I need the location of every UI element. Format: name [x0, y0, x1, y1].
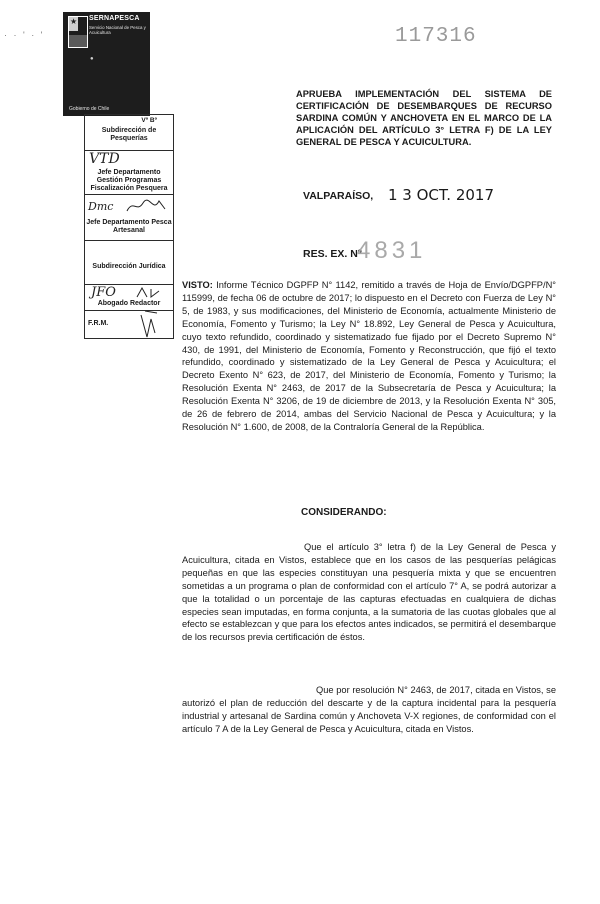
resolution-number: 4831	[357, 237, 427, 264]
approval-stamp	[84, 114, 174, 339]
resolution-label: RES. EX. Nº	[303, 248, 362, 260]
stamp-row-jefe-gestion	[85, 151, 173, 195]
stamp-row-label: Subdirección de Pesquerías	[101, 127, 157, 142]
stamp-row-label: Abogado Redactor	[97, 300, 161, 307]
stamp-row-label: Subdirección Jurídica	[92, 263, 166, 270]
stray-marks: · · ' · '	[4, 30, 45, 40]
considerando-heading: CONSIDERANDO:	[301, 507, 387, 518]
logo-dot: ●	[90, 56, 94, 62]
handwritten-signature	[125, 197, 169, 215]
place: VALPARAÍSO,	[303, 190, 374, 202]
sernapesca-logo	[63, 12, 150, 116]
stamp-row-label: Jefe Departamento Gestión Programas Fiscalización Pesquera	[90, 169, 168, 192]
resolution-line	[303, 237, 427, 264]
stamp-signature: Dmc	[88, 200, 114, 213]
date-stamp: 1 3 OCT. 2017	[388, 186, 494, 204]
visto-paragraph	[182, 279, 556, 434]
logo-footer: Gobierno de Chile	[69, 106, 110, 112]
visto-label: VISTO:	[182, 280, 213, 290]
subject-heading: APRUEBA IMPLEMENTACIÓN DEL SISTEMA DE CERTIFICACIÓN DE DESEMBARQUES DE RECURSO SARDINA COMÚN Y ANCHOVETA EN EL MARCO DE LA APLICACIÓN DEL ARTÍCULO 3° LETRA F) DE LA LEY GENERAL DE PESCA Y ACUICULTURA.	[296, 89, 552, 147]
logo-title: SERNAPESCA	[89, 15, 140, 22]
stamp-signature: JFO	[91, 285, 116, 300]
handwritten-initials	[135, 286, 165, 300]
chile-flag-emblem-icon: ★	[68, 16, 88, 48]
handwritten-mark	[137, 307, 163, 343]
stamp-row-subdireccion-juridica	[85, 241, 173, 285]
place-date	[303, 186, 494, 204]
considerando-paragraph-2: Que por resolución N° 2463, de 2017, citada en Vistos, se autorizó el plan de reducción del descarte y de la captura incidental para la pesquería industrial y artesanal de Sardina común y Anchoveta V-X regiones, de conformidad con el artículo 7 A de la Ley General de Pesca y Acuicultura, citada en Vistos.	[182, 685, 556, 734]
logo-subtitle: Servicio Nacional de Pesca y Acuicultura	[89, 25, 146, 35]
stamp-row-label: F.R.M.	[88, 320, 109, 327]
stamp-signature: VTD	[89, 151, 120, 167]
stamp-row-jefe-pesca-artesanal	[85, 195, 173, 241]
stamp-row-label: Jefe Departamento Pesca Artesanal	[86, 219, 172, 234]
document-number: 117316	[395, 25, 477, 48]
considerando-paragraph-1: Que el artículo 3° letra f) de la Ley General de Pesca y Acuicultura, citada en Vistos, establece que en los casos de las pesquerías pelágicas pequeñas en que las especies constituyan una pesquería mixta y que se encuentren sometidas a un programa o plan de conformidad con el artículo 7° A, se podrá autorizar a que la totalidad o un porcentaje de las capturas efectuadas en cualquiera de dichas especies sean imputadas, en forma conjunta, a la sumatoria de las cuotas globales que al efecto se establezcan y que para los efectos antes indicados, se permitirá el desembarque de los recursos previa certificación de éstos.	[182, 542, 556, 643]
visto-text: Informe Técnico DGPFP N° 1142, remitido a través de Hoja de Envío/DGPFP/N° 115999, de fecha 06 de octubre de 2017; lo dispuesto en el Decreto con Fuerza de Ley N° 5, de 1983, y sus modificaciones, del Ministerio de Economía, actualmente Ministerio de Economía, Fomento y Turismo; la Ley N° 18.892, Ley General de Pesca y Acuicultura, cuyo texto refundido, coordinado y sistematizado fue fijado por el Decreto Supremo N° 430, de 1991, del Ministerio de Economía, Fomento y Reconstrucción, que fijó el texto refundido, coordinado y sistematizado de la Ley General de Pesca y Acuicultura; el Decreto Exento N° 623, de 2017, del Ministerio de Economía, Fomento y Turismo; la Resolución Exenta N° 2463, de 2017 de la Subsecretaría de Pesca y Acuicultura; la Resolución Exenta N° 3206, de 19 de diciembre de 2013, y la Resolución Exenta N° 305, de 26 de febrero de 2014, ambas del Servicio Nacional de Pesca y Acuicultura; y la Resolución N° 1.600, de 2008, de la Contraloría General de la República.	[182, 280, 556, 432]
stamp-row-subdireccion-pesquerias	[85, 115, 173, 151]
stamp-row-frm	[85, 311, 173, 338]
stamp-vb: Vº Bº	[141, 117, 157, 124]
